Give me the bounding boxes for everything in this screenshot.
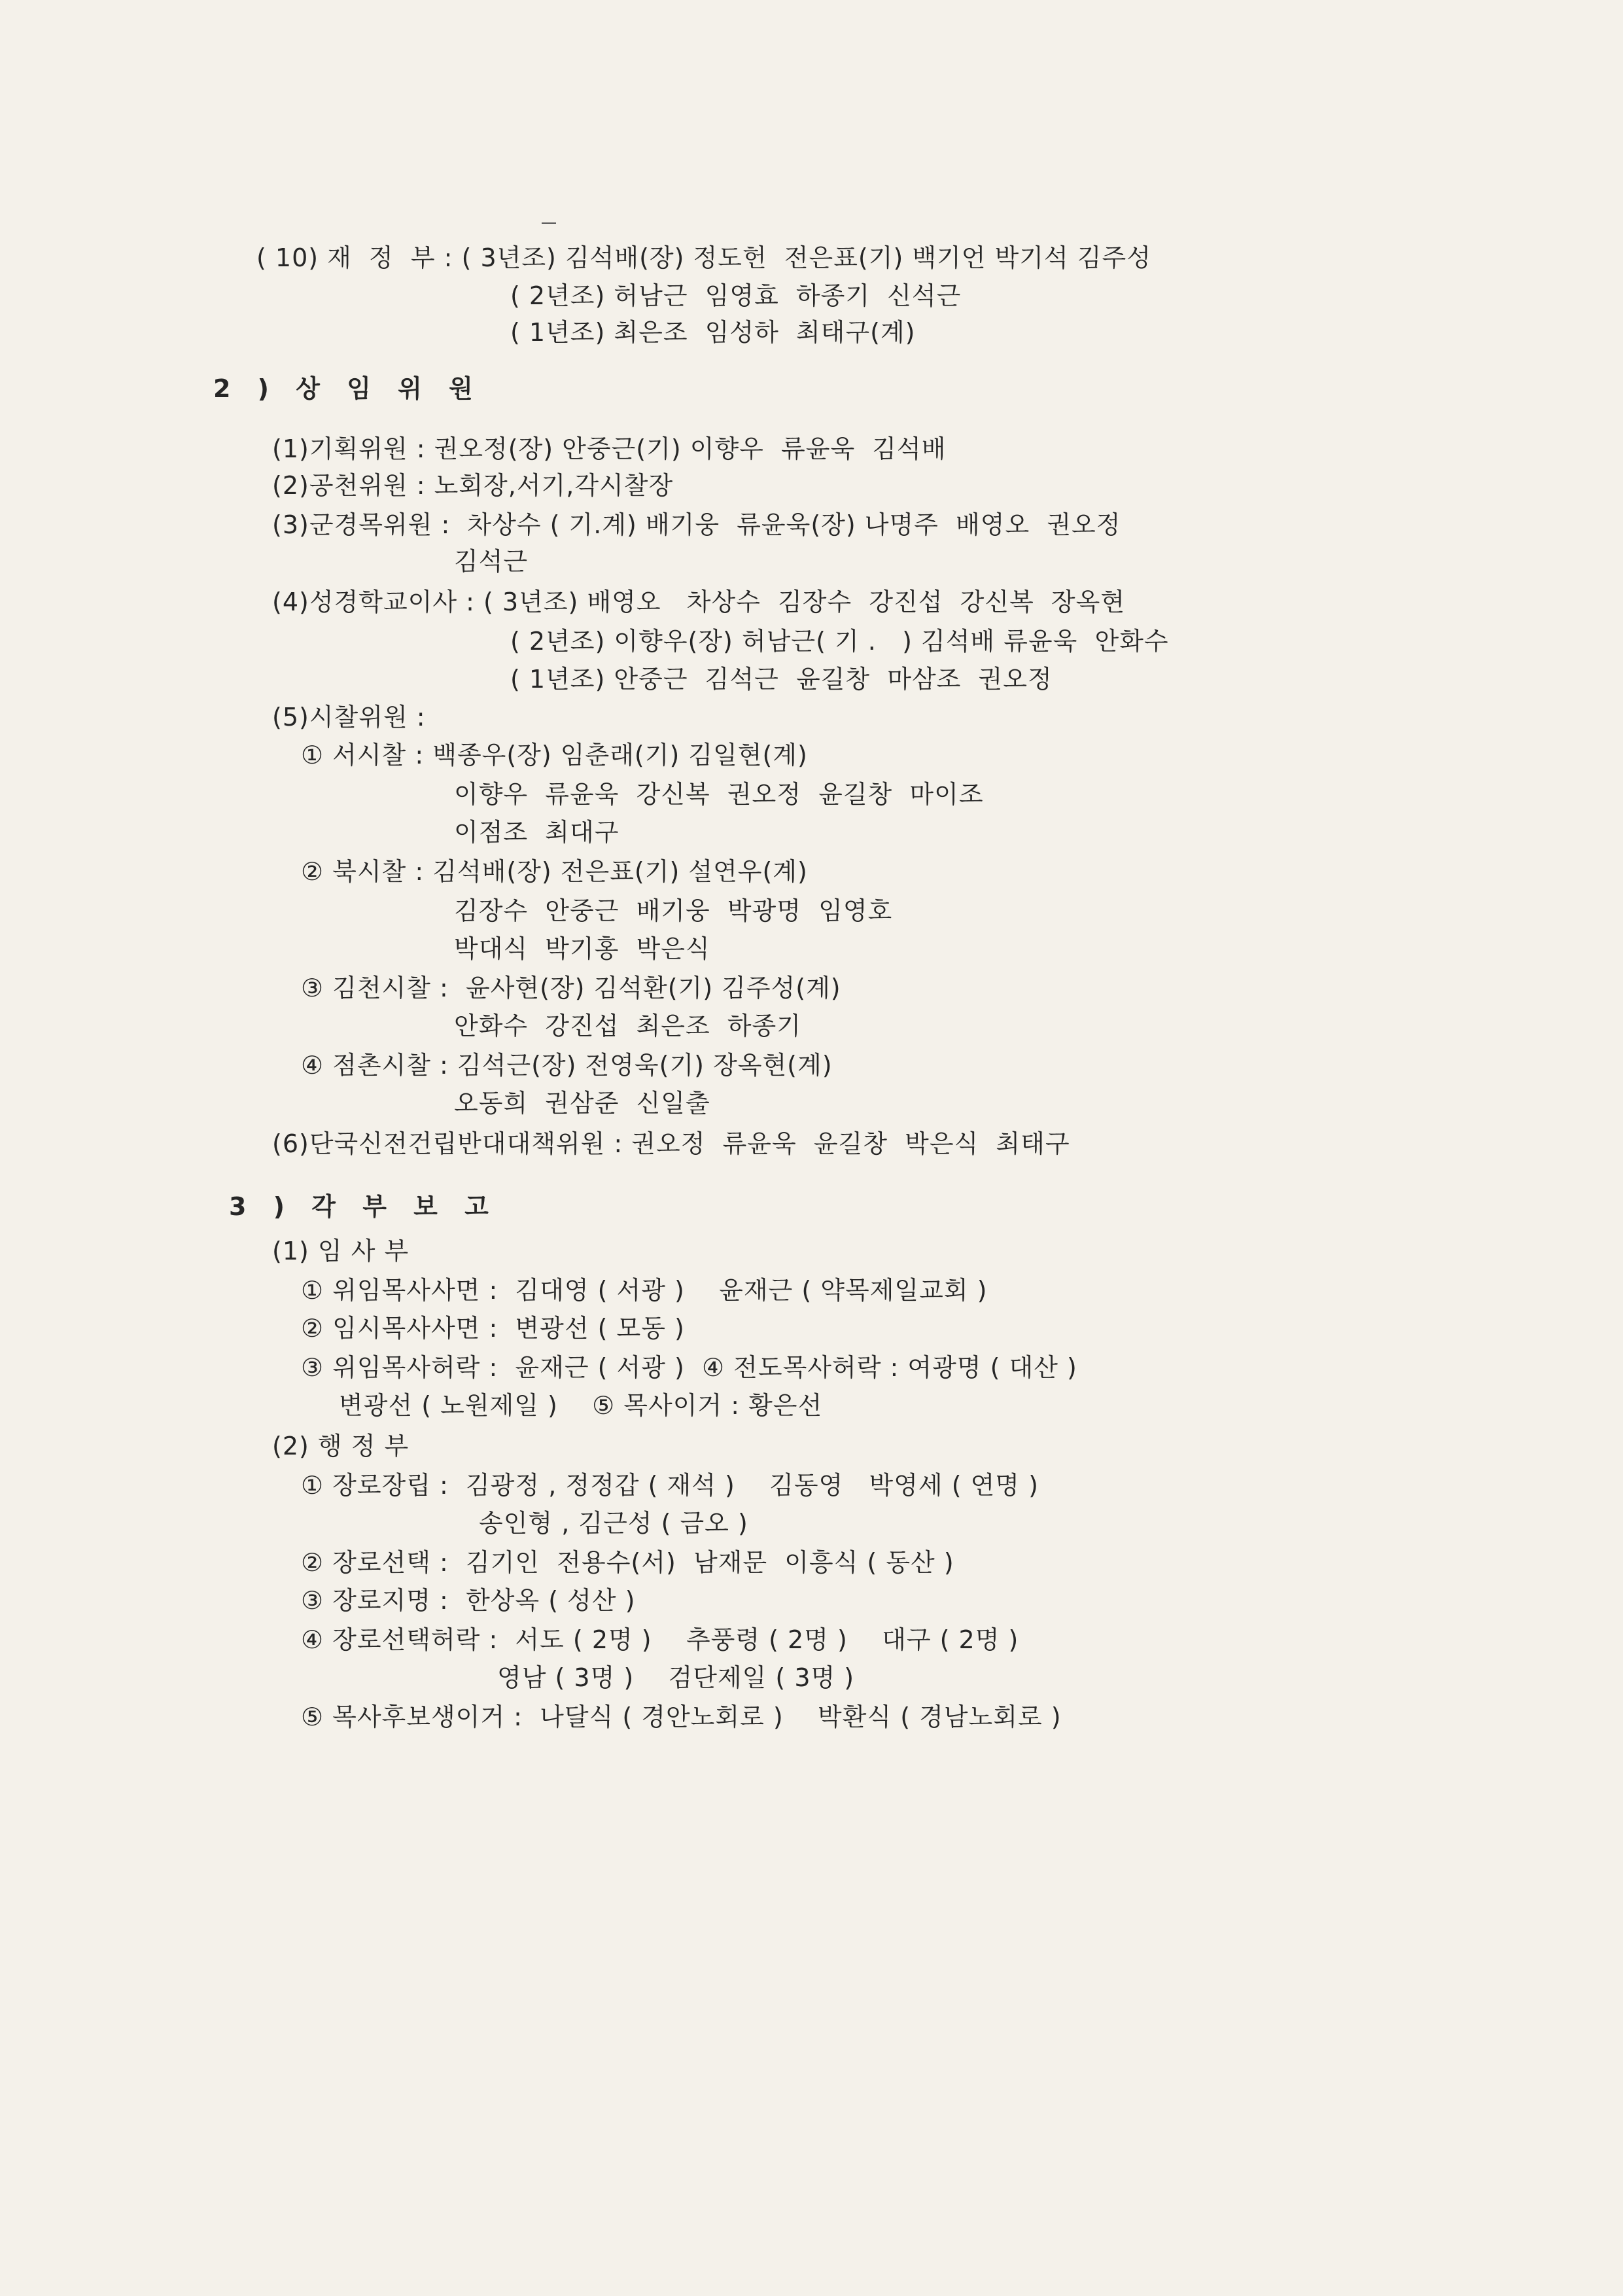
reports-line: ④ 장로선택허락 : 서도 ( 2명 ) 추풍령 ( 2명 ) 대구 ( 2명 )	[301, 1625, 1019, 1654]
top-mark	[542, 222, 556, 224]
standing-line: ③ 김천시찰 : 윤사현(장) 김석환(기) 김주성(계)	[301, 974, 841, 1002]
reports-line: ① 위임목사사면 : 김대영 ( 서광 ) 윤재근 ( 약목제일교회 )	[301, 1276, 988, 1305]
standing-line: (1)기획위원 : 권오정(장) 안중근(기) 이향우 류윤욱 김석배	[272, 434, 947, 463]
standing-line: ( 2년조) 이향우(장) 허남근( 기 . ) 김석배 류윤욱 안화수	[510, 627, 1169, 656]
standing-heading: 2 ) 상 임 위 원	[213, 374, 482, 403]
reports-heading: 3 ) 각 부 보 고	[229, 1192, 498, 1221]
standing-line: (4)성경학교이사 : ( 3년조) 배영오 차상수 김장수 강진섭 강신복 장옥현	[272, 588, 1126, 616]
reports-line: (2) 행 정 부	[272, 1432, 410, 1460]
reports-line: 영남 ( 3명 ) 검단제일 ( 3명 )	[497, 1663, 855, 1692]
reports-line: ⑤ 목사후보생이거 : 나달식 ( 경안노회로 ) 박환식 ( 경남노회로 )	[301, 1703, 1062, 1731]
reports-line: ① 장로장립 : 김광정 , 정정갑 ( 재석 ) 김동영 박영세 ( 연명 )	[301, 1471, 1039, 1500]
standing-line: (3)군경목위원 : 차상수 ( 기.계) 배기웅 류윤욱(장) 나명주 배영오 권오정	[272, 510, 1121, 539]
standing-line: 박대식 박기홍 박은식	[454, 934, 710, 963]
standing-line: 김장수 안중근 배기웅 박광명 임영호	[454, 896, 893, 925]
standing-line: 오동희 권삼준 신일출	[454, 1089, 710, 1118]
finance-line-2: ( 2년조) 허남근 임영효 하종기 신석근	[510, 281, 962, 310]
reports-line: ③ 위임목사허락 : 윤재근 ( 서광 ) ④ 전도목사허락 : 여광명 ( 대산 )	[301, 1353, 1077, 1382]
reports-line: 송인형 , 김근성 ( 금오 )	[479, 1509, 748, 1538]
reports-line: ③ 장로지명 : 한상옥 ( 성산 )	[301, 1586, 636, 1615]
standing-line: 김석근	[454, 547, 529, 576]
finance-line-1: ( 10) 재 정 부 : ( 3년조) 김석배(장) 정도헌 전은표(기) 백기언 박기석 김주성	[256, 243, 1151, 272]
finance-line-3: ( 1년조) 최은조 임성하 최태구(계)	[510, 318, 916, 347]
standing-line: ② 북시찰 : 김석배(장) 전은표(기) 설연우(계)	[301, 857, 808, 886]
standing-line: (2)공천위원 : 노회장,서기,각시찰장	[272, 471, 674, 500]
reports-line: ② 장로선택 : 김기인 전용수(서) 남재문 이흥식 ( 동산 )	[301, 1548, 954, 1577]
standing-line: ① 서시찰 : 백종우(장) 임춘래(기) 김일현(계)	[301, 741, 808, 769]
standing-line: ( 1년조) 안중근 김석근 윤길창 마삼조 권오정	[510, 665, 1053, 694]
standing-line: (6)단국신전건립반대대책위원 : 권오정 류윤욱 윤길창 박은식 최태구	[272, 1129, 1070, 1158]
reports-line: 변광선 ( 노원제일 ) ⑤ 목사이거 : 황은선	[339, 1391, 823, 1420]
reports-line: (1) 임 사 부	[272, 1237, 410, 1265]
standing-line: 이향우 류윤욱 강신복 권오정 윤길창 마이조	[454, 780, 984, 809]
standing-line: (5)시찰위원 :	[272, 703, 426, 732]
standing-line: ④ 점촌시찰 : 김석근(장) 전영욱(기) 장옥현(계)	[301, 1051, 833, 1080]
standing-line: 이점조 최대구	[454, 818, 620, 847]
standing-line: 안화수 강진섭 최은조 하종기	[454, 1012, 801, 1040]
reports-line: ② 임시목사사면 : 변광선 ( 모동 )	[301, 1314, 685, 1343]
